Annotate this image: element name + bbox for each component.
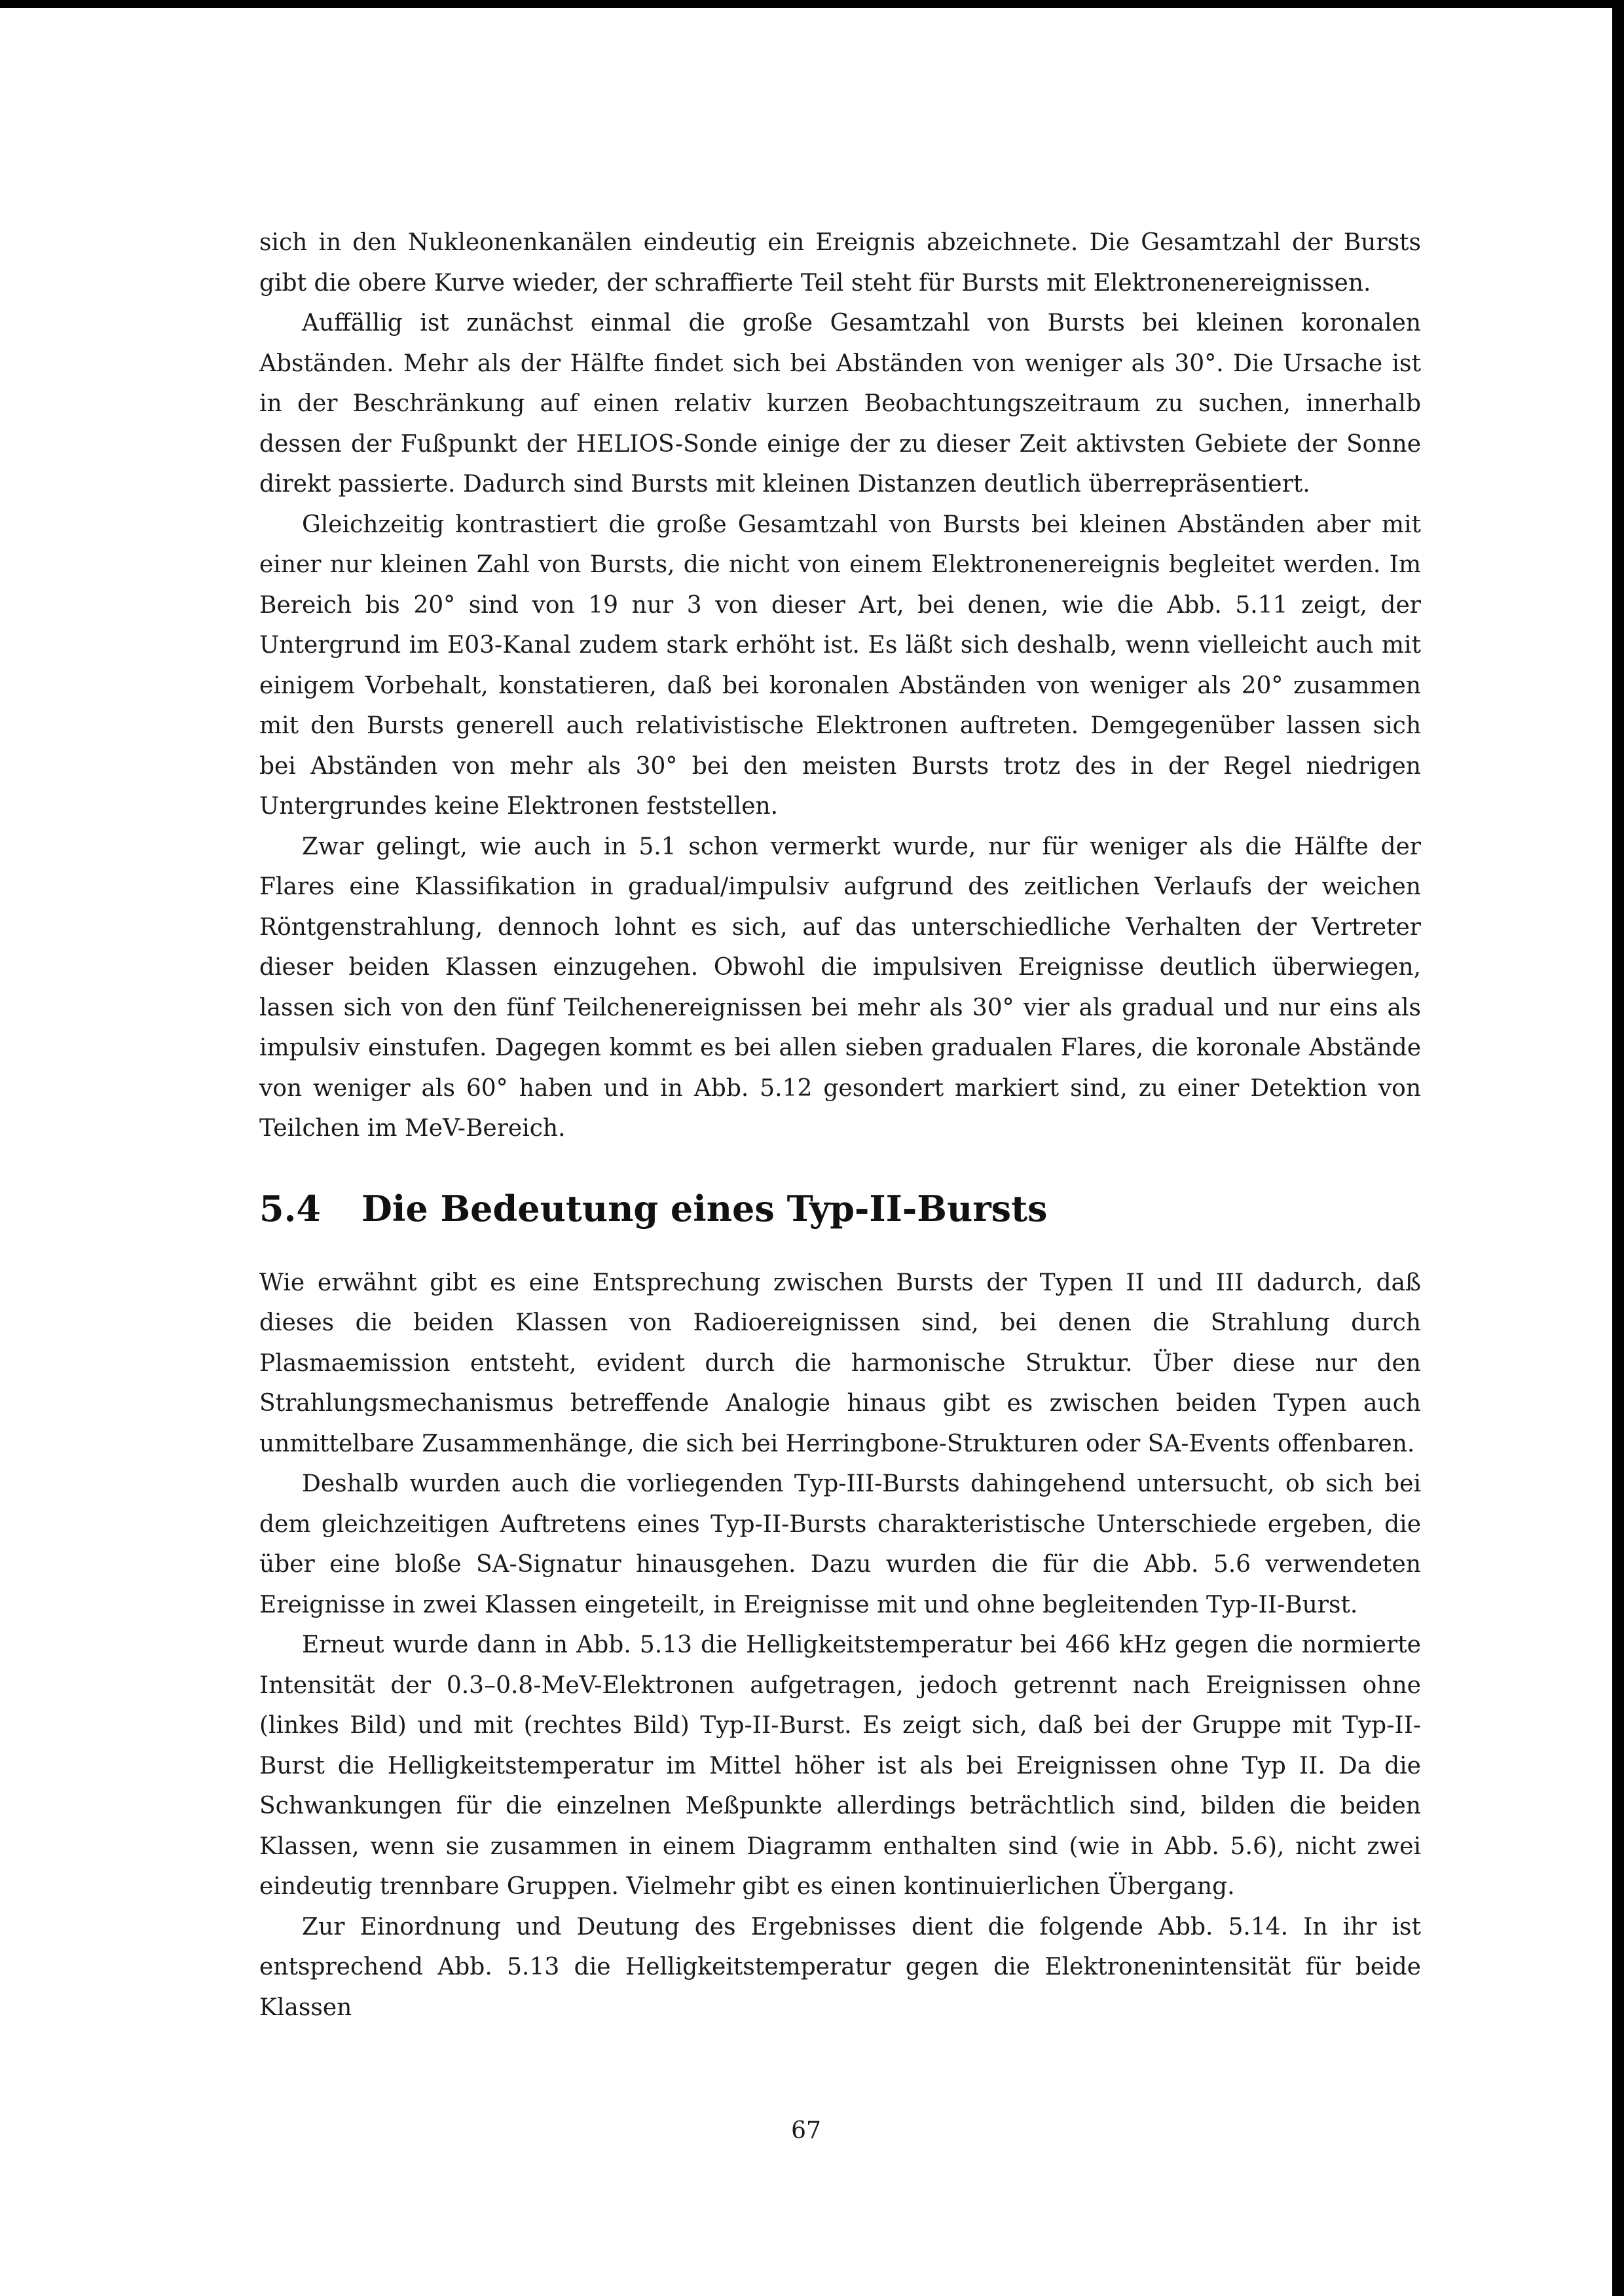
paragraph: Wie erwähnt gibt es eine Entsprechung zwischen Bursts der Typen II und III dadurch, daß dieses die beiden Klassen von Radioereignissen sind, bei denen die Strahlung durch Plasmaemission entsteht, evident durch die harmonische Struktur. Über diese nur den Strahlungsmechanismus betreffende Analogie hinaus gibt es zwischen beiden Typen auch unmittelbare Zusammenhänge, die sich bei Herringbone-Strukturen oder SA-Events offenbaren. (259, 1269, 1421, 1457)
paragraph: Auffällig ist zunächst einmal die große Gesamtzahl von Bursts bei kleinen koronalen Abständen. Mehr als der Hälfte findet sich bei Abständen von weniger als 30°. Die Ursache ist in der Beschränkung auf einen relativ kurzen Beobachtungszeitraum zu suchen, innerhalb dessen der Fußpunkt der HELIOS-Sonde einige der zu dieser Zeit aktivsten Gebiete der Sonne direkt passierte. Dadurch sind Bursts mit kleinen Distanzen deutlich überrepräsentiert. (259, 310, 1421, 498)
document-page (0, 8, 1612, 2296)
paragraph-continuation: sich in den Nukleonenkanälen eindeutig ein Ereignis abzeichnete. Die Gesamtzahl der Bursts gibt die obere Kurve wieder, der schraffierte Teil steht für Bursts mit Elektronenereignissen. (259, 229, 1421, 297)
section-number: 5.4 (259, 1187, 321, 1230)
section-title: Die Bedeutung eines Typ-II-Bursts (361, 1187, 1048, 1230)
page-number: 67 (791, 2117, 821, 2144)
paragraph: Zwar gelingt, wie auch in 5.1 schon vermerkt wurde, nur für weniger als die Hälfte der Flares eine Klassifikation in gradual/impulsiv aufgrund des zeitlichen Verlaufs der weichen Röntgenstrahlung, dennoch lohnt es sich, auf das unterschiedliche Verhalten der Vertreter dieser beiden Klassen einzugehen. Obwohl die impulsiven Ereignisse deutlich überwiegen, lassen sich von den fünf Teilchenereignissen bei mehr als 30° vier als gradual und nur eins als impulsiv einstufen. Dagegen kommt es bei allen sieben gradualen Flares, die koronale Abstände von weniger als 60° haben und in Abb. 5.12 gesondert markiert sind, zu einer Detektion von Teilchen im MeV-Bereich. (259, 833, 1421, 1142)
paragraph: Erneut wurde dann in Abb. 5.13 die Helligkeitstemperatur bei 466 kHz gegen die normierte Intensität der 0.3–0.8-MeV-Elektronen aufgetragen, jedoch getrennt nach Ereignissen ohne (linkes Bild) und mit (rechtes Bild) Typ-II-Burst. Es zeigt sich, daß bei der Gruppe mit Typ-II-Burst die Helligkeitstemperatur im Mittel höher ist als bei Ereignissen ohne Typ II. Da die Schwankungen für die einzelnen Meßpunkte allerdings beträchtlich sind, bilden die beiden Klassen, wenn sie zusammen in einem Diagramm enthalten sind (wie in Abb. 5.6), nicht zwei eindeutig trennbare Gruppen. Vielmehr gibt es einen kontinuierlichen Übergang. (259, 1631, 1421, 1900)
paragraph: Gleichzeitig kontrastiert die große Gesamtzahl von Bursts bei kleinen Abständen aber mit einer nur kleinen Zahl von Bursts, die nicht von einem Elektronenereignis begleitet werden. Im Bereich bis 20° sind von 19 nur 3 von dieser Art, bei denen, wie die Abb. 5.11 zeigt, der Untergrund im E03-Kanal zudem stark erhöht ist. Es läßt sich deshalb, wenn vielleicht auch mit einigem Vorbehalt, konstatieren, daß bei koronalen Abständen von weniger als 20° zusammen mit den Bursts generell auch relativistische Elektronen auftreten. Demgegenüber lassen sich bei Abständen von mehr als 30° bei den meisten Bursts trotz des in der Regel niedrigen Untergrundes keine Elektronen feststellen. (259, 511, 1421, 820)
paragraph: Zur Einordnung und Deutung des Ergebnisses dient die folgende Abb. 5.14. In ihr ist entsprechend Abb. 5.13 die Helligkeitstemperatur gegen die Elektronenintensität für beide Klassen (259, 1913, 1421, 2021)
page-content (259, 223, 1421, 2028)
section-heading (259, 1186, 1421, 1231)
paragraph: Deshalb wurden auch die vorliegenden Typ-III-Bursts dahingehend untersucht, ob sich bei dem gleichzeitigen Auftretens eines Typ-II-Bursts charakteristische Unterschiede ergeben, die über eine bloße SA-Signatur hinausgehen. Dazu wurden die für die Abb. 5.6 verwendeten Ereignisse in zwei Klassen eingeteilt, in Ereignisse mit und ohne begleitenden Typ-II-Burst. (259, 1470, 1421, 1618)
